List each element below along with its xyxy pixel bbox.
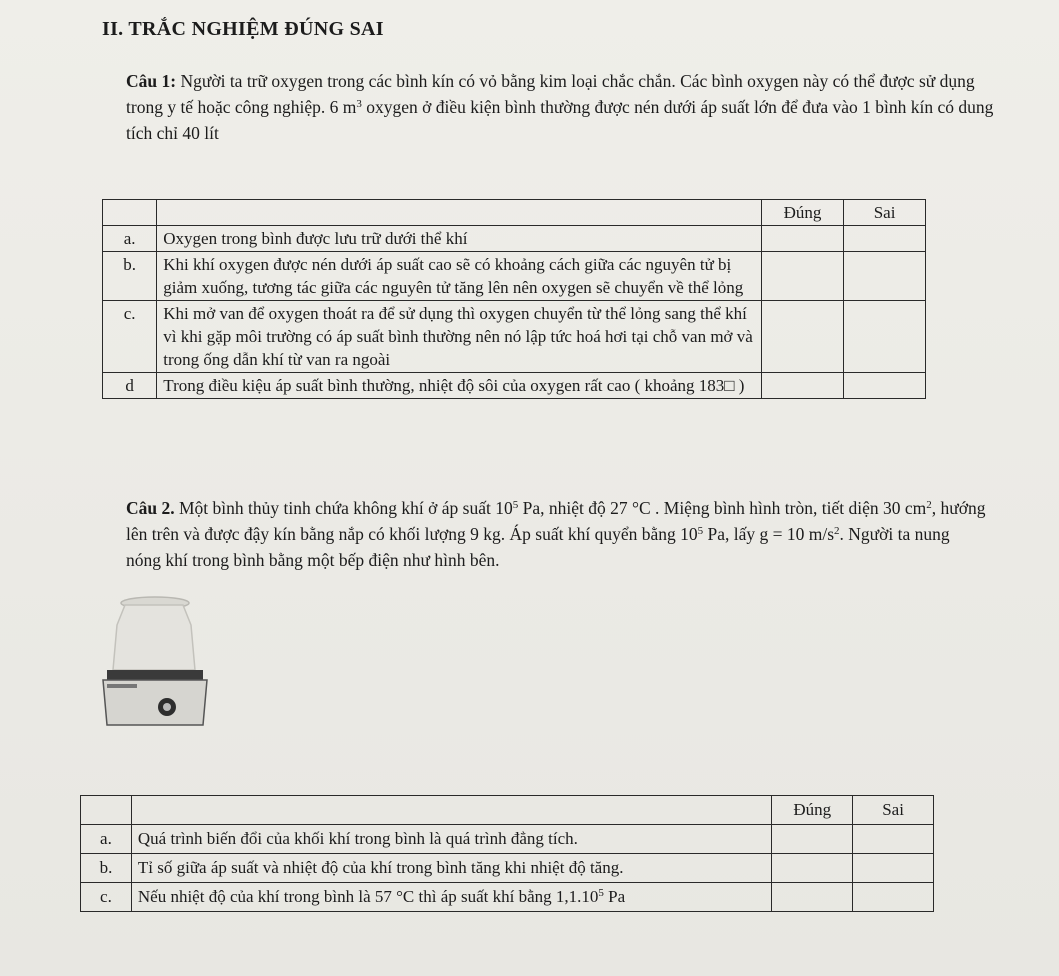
answer-true-cell[interactable] [772, 883, 853, 912]
row-statement: Quá trình biến đổi của khối khí trong bình là quá trình đẳng tích. [131, 825, 771, 854]
answer-false-cell[interactable] [844, 252, 926, 301]
answer-false-cell[interactable] [853, 854, 934, 883]
row-label: b. [103, 252, 157, 301]
row-label: a. [103, 226, 157, 252]
answer-false-cell[interactable] [844, 301, 926, 373]
question-2-text-1: Một bình thủy tinh chứa không khí ở áp suất 10 [174, 498, 513, 518]
question-1-exponent: 3 [356, 98, 362, 110]
row-statement-exponent: 5 [598, 887, 604, 899]
answer-false-cell[interactable] [844, 226, 926, 252]
answer-true-cell[interactable] [761, 226, 843, 252]
header-blank [103, 200, 157, 226]
row-label: b. [81, 854, 132, 883]
question-2 [126, 495, 986, 573]
header-false: Sai [853, 796, 934, 825]
row-statement [131, 883, 771, 912]
answer-false-cell[interactable] [844, 373, 926, 399]
answer-true-cell[interactable] [761, 252, 843, 301]
header-false: Sai [844, 200, 926, 226]
header-true: Đúng [761, 200, 843, 226]
row-statement: Oxygen trong bình được lưu trữ dưới thể khí [157, 226, 762, 252]
question-2-exp-4: 2 [834, 525, 840, 537]
header-blank-text [157, 200, 762, 226]
answer-false-cell[interactable] [853, 883, 934, 912]
question-2-text-4: Pa, lấy g = 10 m/s [703, 524, 835, 544]
question-2-text-5: . Người ta nung nóng khí trong bình bằng một bếp điện như hình bên. [126, 524, 950, 570]
table-header-row [81, 796, 934, 825]
row-label: c. [103, 301, 157, 373]
question-1-text-b: oxygen ở điều kiện bình thường được nén dưới áp suất lớn để đưa vào 1 bình kín có dung tích chỉ 40 lít [126, 97, 994, 143]
section-title: II. TRẮC NGHIỆM ĐÚNG SAI [102, 18, 384, 40]
row-label: c. [81, 883, 132, 912]
table-row [103, 226, 926, 252]
table-header-row [103, 200, 926, 226]
table-row [81, 883, 934, 912]
question-2-exp-3: 5 [697, 525, 704, 537]
true-false-table-2 [80, 795, 934, 912]
header-blank [81, 796, 132, 825]
question-1-text-a: Người ta trữ oxygen trong các bình kín có vỏ bằng kim loại chắc chắn. Các bình oxygen này có thể được sử dụng trong y tế hoặc công nghiệp. 6 m [126, 71, 975, 117]
row-statement: Tỉ số giữa áp suất và nhiệt độ của khí trong bình tăng khi nhiệt độ tăng. [131, 854, 771, 883]
table-row [103, 373, 926, 399]
row-label: d [103, 373, 157, 399]
table-row [103, 252, 926, 301]
table-row [81, 825, 934, 854]
row-statement: Khi khí oxygen được nén dưới áp suất cao sẽ có khoảng cách giữa các nguyên tử bị giảm xuống, tương tác giữa các nguyên tử tăng lên nên oxygen sẽ chuyển về thể lỏng [157, 252, 762, 301]
question-1-label: Câu 1: [126, 71, 177, 91]
row-statement-a: Nếu nhiệt độ của khí trong bình là 57 °C thì áp suất khí bằng 1,1.10 [137, 887, 599, 906]
question-2-text-3: , hướng lên trên và được đậy kín bằng nắp có khối lượng 9 kg. Áp suất khí quyển bằng 10 [126, 498, 986, 544]
row-label: a. [81, 825, 132, 854]
answer-true-cell[interactable] [761, 301, 843, 373]
question-1 [126, 68, 996, 146]
question-2-label: Câu 2. [126, 498, 175, 518]
header-blank-text [131, 796, 771, 825]
answer-false-cell[interactable] [853, 825, 934, 854]
question-2-exp-2: 2 [926, 499, 932, 511]
table-row [103, 301, 926, 373]
row-statement: Trong điều kiệu áp suất bình thường, nhiệt độ sôi của oxygen rất cao ( khoảng 183□ ) [157, 373, 762, 399]
header-true: Đúng [772, 796, 853, 825]
answer-true-cell[interactable] [761, 373, 843, 399]
question-2-exp-1: 5 [512, 499, 519, 511]
table-row [81, 854, 934, 883]
question-2-text-2: Pa, nhiệt độ 27 °C . Miệng bình hình tròn, tiết diện 30 cm [518, 498, 927, 518]
true-false-table-1 [102, 199, 926, 399]
row-statement-b: Pa [603, 887, 626, 906]
row-statement: Khi mở van để oxygen thoát ra để sử dụng thì oxygen chuyển từ thể lỏng sang thể khí vì khi gặp môi trường có áp suất bình thường nên nó lập tức hoá hơi tại chỗ van mở và trong ống dẫn khí từ van ra ngoài [157, 301, 762, 373]
answer-true-cell[interactable] [772, 854, 853, 883]
hot-plate-with-flask-illustration [95, 585, 215, 735]
answer-true-cell[interactable] [772, 825, 853, 854]
